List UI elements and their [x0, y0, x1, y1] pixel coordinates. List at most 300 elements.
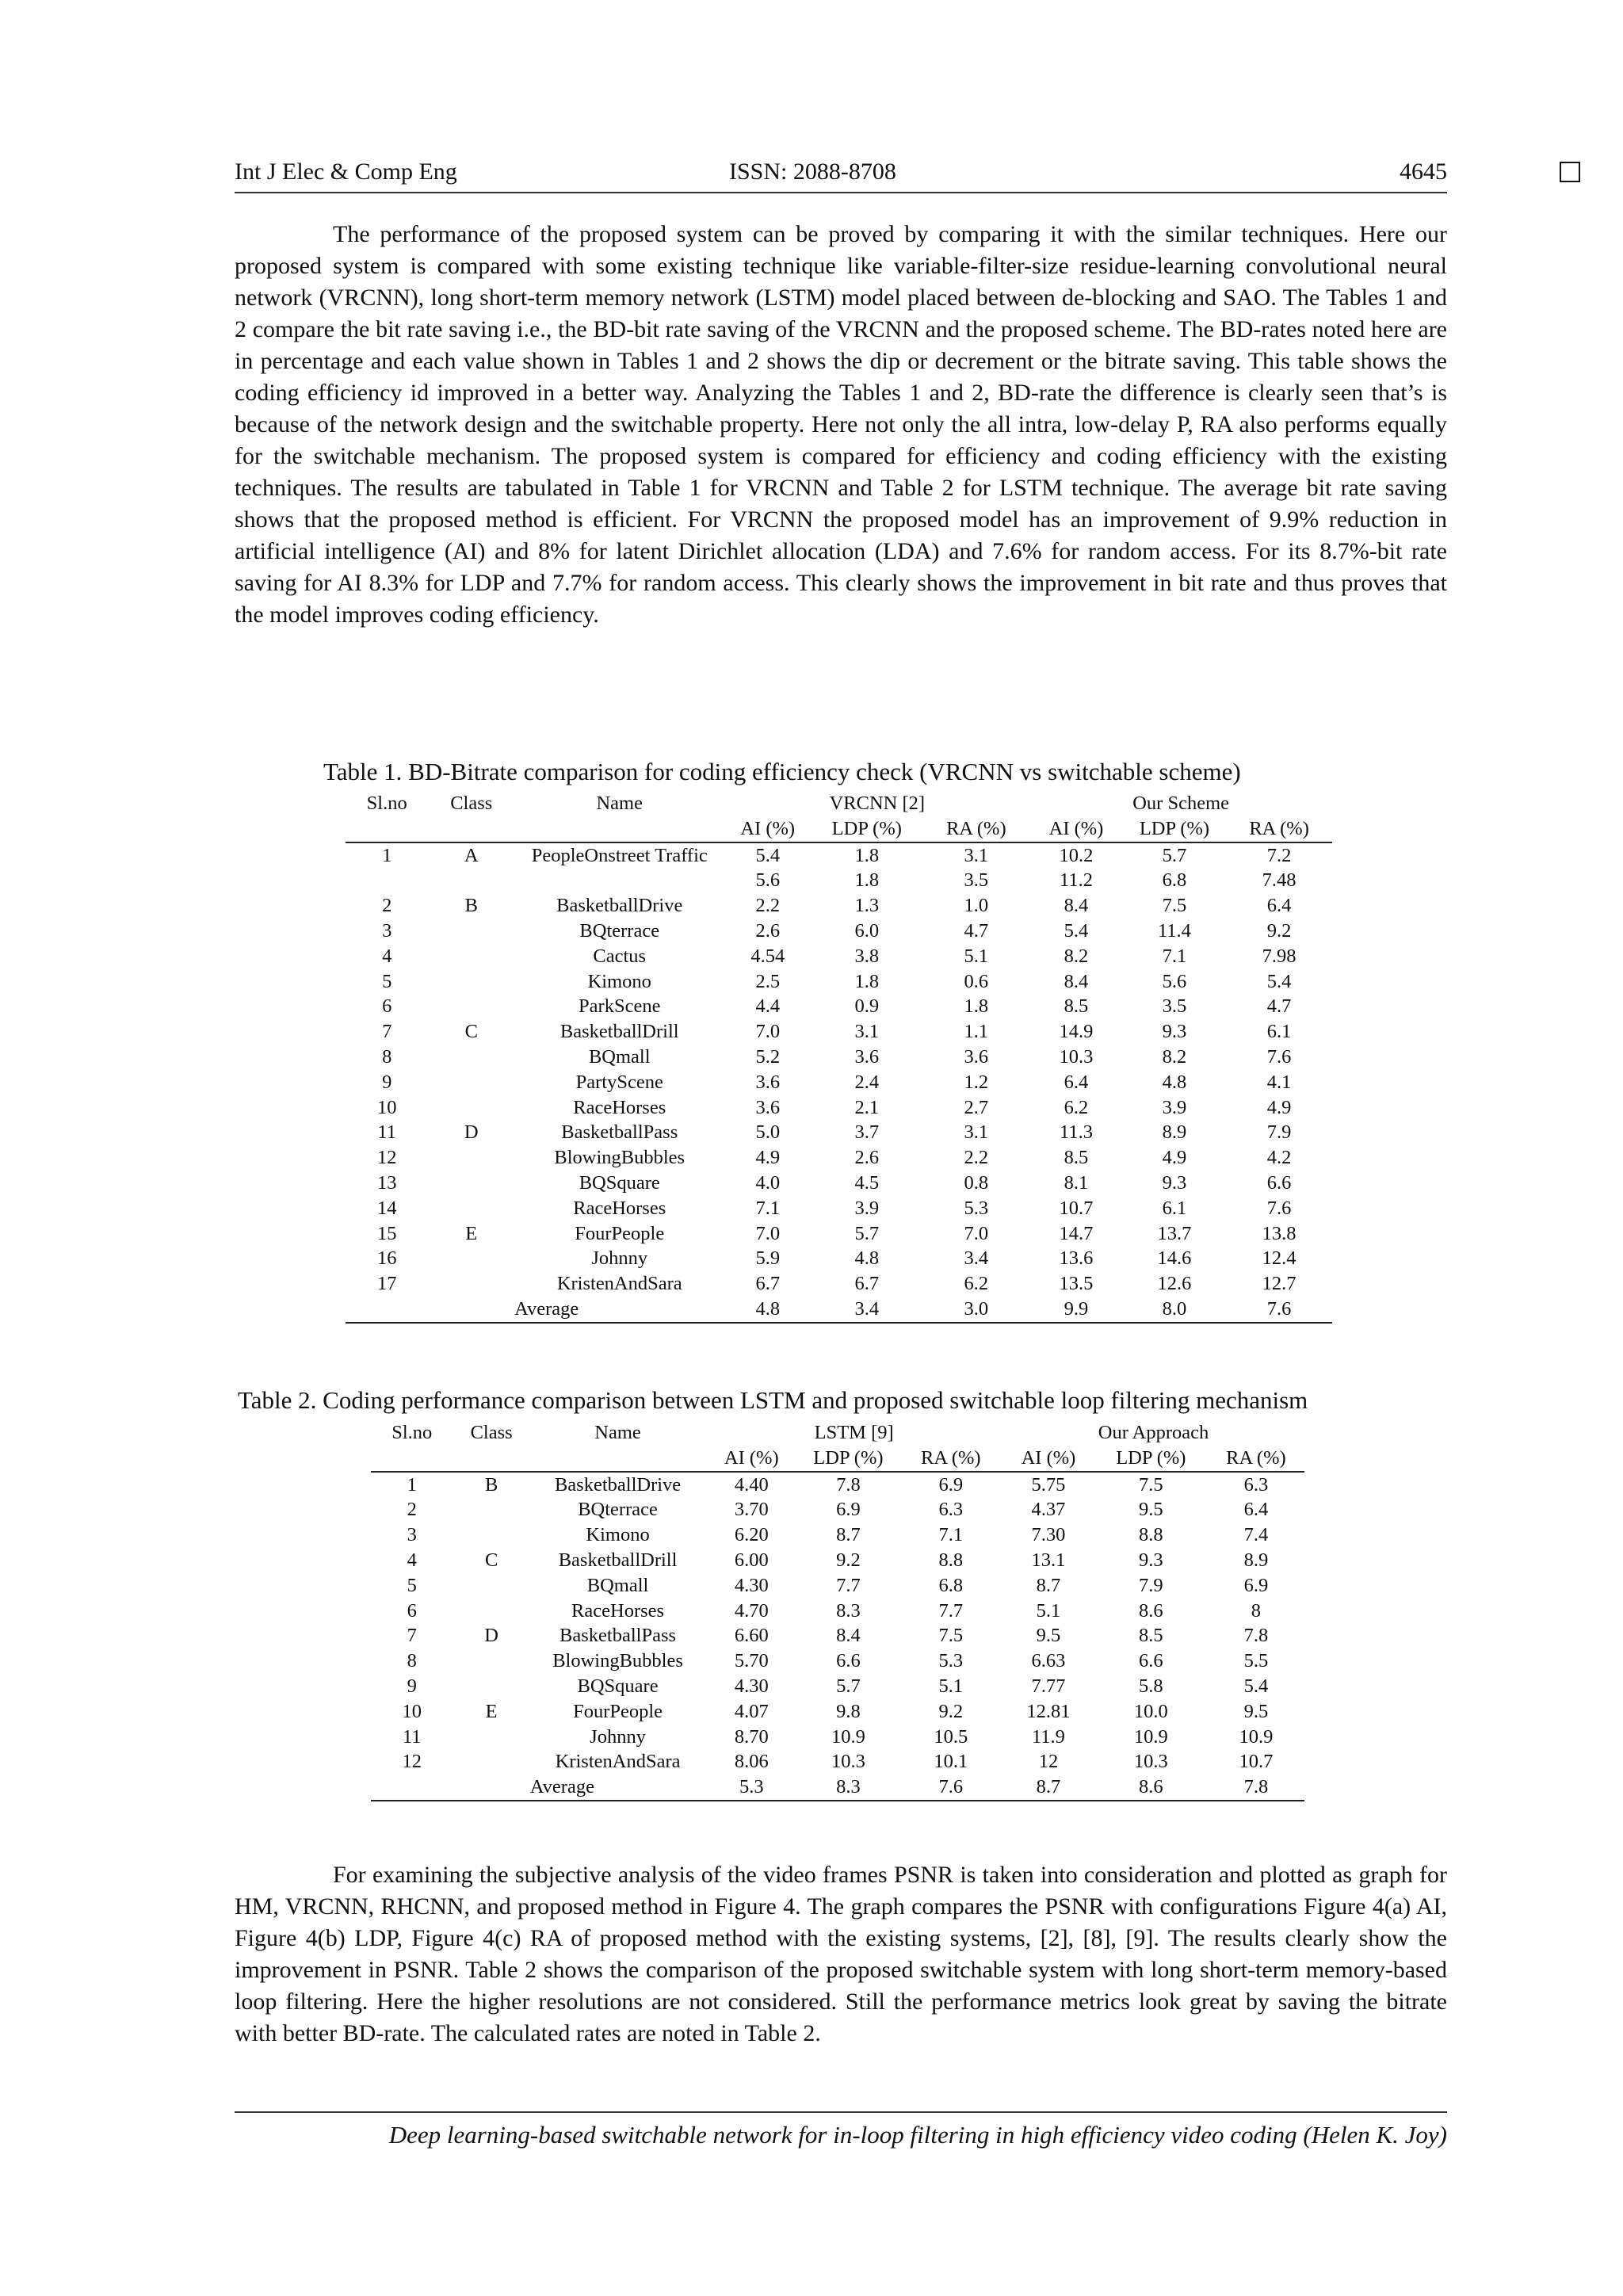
table-cell: 4.70	[734, 1599, 769, 1622]
table-cell: 8.7	[1036, 1574, 1061, 1596]
table-cell: 11	[377, 1121, 396, 1144]
table-row	[346, 1221, 1332, 1247]
table-cell: A	[464, 844, 479, 866]
table-cell: 13.1	[1031, 1549, 1066, 1571]
table-cell: 6.3	[938, 1499, 964, 1521]
header-class: Class	[470, 1422, 513, 1443]
table-row	[346, 1196, 1332, 1221]
table-cell: 10.0	[1133, 1700, 1168, 1722]
table-cell: 2.1	[854, 1096, 880, 1118]
table-cell: 3.1	[964, 1121, 989, 1144]
subheader: LDP (%)	[1094, 1446, 1208, 1472]
table-cell: 6.6	[836, 1650, 861, 1672]
table-cell: Kimono	[586, 1524, 650, 1546]
body-paragraph-1: The performance of the proposed system can be proved by comparing it with the similar techniques. Here our proposed system is compared with some existing technique like variable-filter-size residue-learning convolutional neural network (VRCNN), long short-term memory network (LSTM) model placed between de-blocking and SAO. The Tables 1 and 2 compare the bit rate saving i.e., the BD-bit rate saving of the VRCNN and the proposed scheme. The BD-rates noted here are in percentage and each value shown in Tables 1 and 2 shows the dip or decrement or the bitrate saving. This table shows the coding efficiency id improved in a better way. Analyzing the Tables 1 and 2, BD-rate the difference is clearly seen that’s is because of the network design and the switchable property. Here not only the all intra, low-delay P, RA also performs equally for the switchable mechanism. The proposed system is compared for efficiency and coding efficiency with the existing techniques. The results are tabulated in Table 1 for VRCNN and Table 2 for LSTM technique. The average bit rate saving shows that the proposed method is efficient. For VRCNN the proposed model has an improvement of 9.9% reduction in artificial intelligence (AI) and 8% for latent Dirichlet allocation (LDA) and 7.6% for random access. For its 8.7%-bit rate saving for AI 8.3% for LDP and 7.7% for random access. This clearly shows the improvement in bit rate and thus proves that the model improves coding efficiency.	[235, 221, 1447, 628]
average-label: Average	[530, 1775, 706, 1801]
table-cell: BasketballPass	[561, 1121, 678, 1144]
table-cell	[428, 1171, 514, 1196]
table-cell: 0.6	[964, 970, 989, 992]
table-cell	[428, 1196, 514, 1221]
table-cell: 4.9	[1266, 1096, 1292, 1118]
table-cell: 3.9	[854, 1197, 880, 1219]
table-cell: 5.5	[1243, 1650, 1269, 1672]
table-cell: 6.9	[836, 1499, 861, 1521]
table-cell: 4.30	[734, 1675, 769, 1697]
table-cell: 5.3	[964, 1197, 989, 1219]
table-cell: 12.6	[1157, 1273, 1192, 1295]
table-cell: 3.1	[964, 844, 989, 866]
table-cell: PartyScene	[575, 1071, 663, 1093]
table-row	[346, 1246, 1332, 1271]
table-cell: 7.5	[938, 1625, 964, 1647]
table-cell: 2	[382, 895, 392, 917]
table-cell: 6.8	[938, 1574, 964, 1596]
table-cell	[428, 1070, 514, 1095]
table-cell: 14	[376, 1197, 397, 1219]
table-cell	[453, 1599, 530, 1624]
table-cell: 7.0	[964, 1222, 989, 1244]
table-cell: FourPeople	[575, 1222, 665, 1244]
table-cell: 10.7	[1239, 1751, 1274, 1773]
table-row	[371, 1623, 1304, 1648]
table-cell: 7.6	[1226, 1297, 1332, 1323]
table-cell: 7.9	[1139, 1574, 1163, 1596]
table-cell: 8.0	[1123, 1297, 1226, 1323]
table-cell	[428, 1246, 514, 1271]
table-cell: 1.3	[854, 895, 880, 917]
body-paragraph-2: For examining the subjective analysis of the video frames PSNR is taken into consideration and plotted as graph for HM, VRCNN, RHCNN, and proposed method in Figure 4. The graph compares the PSNR with configurations Figure 4(a) AI, Figure 4(b) LDP, Figure 4(c) RA of proposed method with the existing systems, [2], [8], [9]. The results clearly show the improvement in PSNR. Table 2 shows the comparison of the proposed switchable system with long short-term memory-based loop filtering. Here the higher resolutions are not considered. Still the performance metrics look great by saving the bitrate with better BD-rate. The calculated rates are noted in Table 2.	[235, 1862, 1447, 2046]
table-cell: 7.77	[1031, 1675, 1066, 1697]
journal-name: Int J Elec & Comp Eng	[235, 159, 457, 185]
table-cell: 10.9	[1239, 1725, 1274, 1748]
table-cell	[428, 1045, 514, 1070]
table-cell: 8	[407, 1650, 417, 1672]
table-cell: 4.37	[1031, 1499, 1066, 1521]
subheader: RA (%)	[1208, 1446, 1304, 1472]
table-cell: 3.6	[755, 1096, 781, 1118]
table-cell: 0.8	[964, 1171, 989, 1194]
table-cell: 4.5	[854, 1171, 880, 1194]
table-cell	[428, 868, 514, 893]
table-cell: 5.1	[938, 1675, 964, 1697]
table-cell: 6.0	[854, 919, 880, 942]
table-cell: 3.5	[964, 869, 989, 892]
table-cell: 12	[402, 1751, 422, 1773]
table-cell: 1.0	[964, 895, 989, 917]
table-cell: 14.6	[1157, 1247, 1192, 1270]
table-cell: 3	[382, 919, 392, 942]
table-cell: 8.5	[1064, 995, 1089, 1018]
table-cell: 11	[402, 1725, 422, 1748]
table-cell: 1	[407, 1473, 417, 1496]
table-cell: 6.20	[734, 1524, 769, 1546]
table-cell: 9.5	[1139, 1499, 1163, 1521]
table-cell	[453, 1573, 530, 1599]
table-cell: 7.5	[1139, 1473, 1163, 1496]
table-cell: 8.6	[1094, 1775, 1208, 1801]
table-cell: Johnny	[591, 1247, 648, 1270]
table-cell: 10.3	[1133, 1751, 1168, 1773]
header-slno: Sl.no	[366, 793, 407, 814]
subheader: LDP (%)	[797, 1446, 899, 1472]
table-cell: BasketballPass	[559, 1625, 677, 1647]
table-cell: RaceHorses	[573, 1197, 666, 1219]
subheader: LDP (%)	[811, 816, 922, 842]
table-cell: 7.6	[899, 1775, 1002, 1801]
table-cell: 2.5	[755, 970, 781, 992]
table-cell: 5.7	[1162, 844, 1187, 866]
table-cell: 4.40	[734, 1473, 769, 1496]
table-cell: 2.2	[755, 895, 781, 917]
table-cell: 7.7	[836, 1574, 861, 1596]
table-cell: 7.8	[1208, 1775, 1304, 1801]
table-cell: 6	[407, 1599, 417, 1622]
table-row	[371, 1699, 1304, 1725]
table-cell: BlowingBubbles	[552, 1650, 683, 1672]
table-cell: 3.0	[922, 1297, 1029, 1323]
table-cell: C	[464, 1021, 478, 1043]
table-row	[346, 1145, 1332, 1171]
table-cell: 8.2	[1064, 945, 1089, 967]
table-cell: FourPeople	[573, 1700, 663, 1722]
table-cell: B	[464, 895, 478, 917]
table-cell: 9	[407, 1675, 417, 1697]
table-cell: 7.5	[1162, 895, 1187, 917]
table-cell: 5	[382, 970, 392, 992]
square-icon	[1560, 162, 1580, 182]
table-cell: KristenAndSara	[556, 1273, 682, 1295]
table-cell: 13.6	[1059, 1247, 1094, 1270]
table-cell: 2.7	[964, 1096, 989, 1118]
table-cell: 1.8	[854, 844, 880, 866]
table-cell: 17	[376, 1273, 397, 1295]
table-cell: 8	[1251, 1599, 1261, 1622]
table-cell: 8.7	[1002, 1775, 1094, 1801]
table-cell: 9.8	[836, 1700, 861, 1722]
header-group-lstm: LSTM [9]	[814, 1422, 894, 1443]
table-cell: 8.6	[1139, 1599, 1163, 1622]
table-cell: 8.2	[1162, 1045, 1187, 1068]
header-name: Name	[594, 1422, 641, 1443]
table-cell: 2.4	[854, 1071, 880, 1093]
table-cell: 9.5	[1243, 1700, 1269, 1722]
table-row	[346, 994, 1332, 1019]
table-cell: BQterrace	[579, 919, 660, 942]
table-cell: 3.6	[854, 1045, 880, 1068]
table-cell: 6.1	[1162, 1197, 1187, 1219]
table-row	[346, 1070, 1332, 1095]
table-cell	[514, 868, 724, 893]
subheader: AI (%)	[705, 1446, 797, 1472]
table-cell: 10.1	[934, 1751, 968, 1773]
table-cell: 7.8	[836, 1473, 861, 1496]
table-cell: 8.1	[1064, 1171, 1089, 1194]
table-cell: 7.48	[1262, 869, 1296, 892]
table-cell: BQmall	[586, 1574, 649, 1596]
table-cell: 4.8	[1162, 1071, 1187, 1093]
table1	[346, 791, 1332, 1324]
table-cell: 1.8	[854, 970, 880, 992]
table-cell: 3.1	[854, 1021, 880, 1043]
table-cell: BasketballDrill	[558, 1549, 678, 1571]
table-cell: 9.3	[1162, 1171, 1187, 1194]
table-cell: E	[465, 1222, 478, 1244]
header-class: Class	[450, 793, 493, 814]
table1-caption: Table 1. BD-Bitrate comparison for coding efficiency check (VRCNN vs switchable scheme)	[323, 758, 1241, 785]
table-row	[346, 919, 1332, 944]
table-cell: 8.9	[1243, 1549, 1269, 1571]
table-cell: 6.6	[1139, 1650, 1163, 1672]
table-cell: KristenAndSara	[555, 1751, 681, 1773]
table-cell: 12.4	[1262, 1247, 1296, 1270]
table-cell: 1.1	[964, 1021, 989, 1043]
table-cell: 5.3	[938, 1650, 964, 1672]
table-cell: 6.7	[755, 1273, 781, 1295]
table-cell: 4	[382, 945, 392, 967]
table-cell	[453, 1725, 530, 1750]
table-cell: 8.70	[734, 1725, 769, 1748]
table-cell: 7.6	[1266, 1197, 1292, 1219]
table-row	[371, 1472, 1304, 1498]
table-cell: 10.3	[831, 1751, 865, 1773]
table-cell	[453, 1749, 530, 1775]
table-cell: 2.6	[755, 919, 781, 942]
table-cell: Johnny	[590, 1725, 646, 1748]
table-cell: 1.8	[964, 995, 989, 1018]
subheader: LDP (%)	[1123, 816, 1226, 842]
table-cell: 14.9	[1059, 1021, 1094, 1043]
table-cell: 10.3	[1059, 1045, 1094, 1068]
table-row	[346, 1045, 1332, 1070]
table-cell: 5.4	[755, 844, 781, 866]
table-cell: 4.8	[724, 1297, 811, 1323]
table-cell: 4.07	[734, 1700, 769, 1722]
table-cell	[428, 994, 514, 1019]
table-cell: 4.1	[1266, 1071, 1292, 1093]
table-cell: 8.4	[1064, 895, 1089, 917]
table-cell: BasketballDrive	[554, 1473, 682, 1496]
table-cell: 9.2	[938, 1700, 964, 1722]
table-cell: 9.5	[1036, 1625, 1061, 1647]
table-cell: 8.3	[797, 1775, 899, 1801]
header-name: Name	[596, 793, 643, 814]
table-cell: 16	[376, 1247, 397, 1270]
table-cell: 6.00	[734, 1549, 769, 1571]
table-cell: BQmall	[588, 1045, 651, 1068]
table-cell: 7	[382, 1021, 392, 1043]
table-cell: 13.8	[1262, 1222, 1296, 1244]
table-cell: 5.4	[1243, 1675, 1269, 1697]
table-cell: BasketballDrive	[556, 895, 683, 917]
table-cell: 10.2	[1059, 844, 1094, 866]
table-cell: Cactus	[593, 945, 647, 967]
table-row	[371, 1749, 1304, 1775]
table-cell: 10.9	[831, 1725, 865, 1748]
table-cell: 8.5	[1064, 1147, 1089, 1169]
table-cell: PeopleOnstreet Traffic	[531, 844, 708, 866]
table-cell: 11.3	[1060, 1121, 1093, 1144]
table-cell: 10.5	[934, 1725, 968, 1748]
table-cell: 7.7	[938, 1599, 964, 1622]
table-cell: Kimono	[587, 970, 651, 992]
subheader: AI (%)	[1002, 1446, 1094, 1472]
table-cell: 6.2	[1064, 1096, 1089, 1118]
table-cell: BlowingBubbles	[554, 1147, 685, 1169]
table-cell: 5.3	[705, 1775, 797, 1801]
table-row	[371, 1522, 1304, 1548]
page-number: 4645	[1400, 159, 1447, 185]
table-row	[346, 1095, 1332, 1121]
average-label: Average	[514, 1297, 724, 1323]
table-cell: 5	[407, 1574, 417, 1596]
table-row	[371, 1548, 1304, 1573]
table-cell: 2.6	[854, 1147, 880, 1169]
table-cell: 6.4	[1266, 895, 1292, 917]
table-cell: 6.7	[854, 1273, 880, 1295]
table-cell: 7.2	[1266, 844, 1292, 866]
table-cell: 7.0	[755, 1021, 781, 1043]
table-cell: 5.70	[734, 1650, 769, 1672]
table-cell: 7.4	[1243, 1524, 1269, 1546]
table-cell: 3.70	[734, 1499, 769, 1521]
table-cell: 5.1	[964, 945, 989, 967]
table-row	[346, 1171, 1332, 1196]
table-cell: 7.1	[1162, 945, 1187, 967]
table-cell: BQterrace	[578, 1499, 658, 1521]
table-cell: 9.9	[1029, 1297, 1122, 1323]
table-cell: 2.2	[964, 1147, 989, 1169]
table-cell: 1.2	[964, 1071, 989, 1093]
table-cell: 7.0	[755, 1222, 781, 1244]
table-cell: 15	[376, 1222, 397, 1244]
table-cell: 9.2	[1266, 919, 1292, 942]
table-cell: 3.5	[1162, 995, 1187, 1018]
table-cell: 1	[382, 844, 392, 866]
table-cell: 6.8	[1162, 869, 1187, 892]
subheader: AI (%)	[1029, 816, 1122, 842]
table-row	[371, 1497, 1304, 1522]
table-cell: 10	[376, 1096, 397, 1118]
table-cell: 8.8	[1139, 1524, 1163, 1546]
table-cell: 4.30	[734, 1574, 769, 1596]
table-cell: 7.1	[755, 1197, 781, 1219]
table-cell: 8.9	[1162, 1121, 1187, 1144]
table-cell: 8.8	[938, 1549, 964, 1571]
table-cell: 4.0	[755, 1171, 781, 1194]
table-row	[346, 893, 1332, 919]
table-cell	[428, 1095, 514, 1121]
table-cell	[428, 1145, 514, 1171]
table-cell: 7	[407, 1625, 417, 1647]
table-cell: 4.8	[854, 1247, 880, 1270]
table-cell: 3.7	[854, 1121, 880, 1144]
table-cell: 3.6	[755, 1071, 781, 1093]
table-row	[346, 969, 1332, 995]
table-cell: 5.7	[836, 1675, 861, 1697]
table-cell: 3.4	[964, 1247, 989, 1270]
table-cell: 2	[407, 1499, 417, 1521]
table-cell	[453, 1522, 530, 1548]
table-cell: D	[484, 1625, 498, 1647]
header-slno: Sl.no	[391, 1422, 433, 1443]
table-cell: 5.6	[755, 869, 781, 892]
table-cell: 8.06	[734, 1751, 769, 1773]
table-cell: D	[464, 1121, 479, 1144]
table-cell: 3.6	[964, 1045, 989, 1068]
subheader: RA (%)	[922, 816, 1029, 842]
table-cell: 8.3	[836, 1599, 861, 1622]
header-group-vrcnn: VRCNN [2]	[829, 793, 926, 814]
table-cell: ParkScene	[579, 995, 661, 1018]
table-cell: 1.8	[854, 869, 880, 892]
table-cell: 5.2	[755, 1045, 781, 1068]
table-row	[371, 1725, 1304, 1750]
table-row-average	[371, 1775, 1304, 1801]
table-cell: 6.63	[1031, 1650, 1066, 1672]
table-cell: 5.75	[1031, 1473, 1066, 1496]
header-group-our-scheme: Our Scheme	[1132, 793, 1230, 814]
subheader: AI (%)	[724, 816, 811, 842]
table-cell: 7.1	[938, 1524, 964, 1546]
table-cell: 4	[407, 1549, 417, 1571]
table-cell: 7.98	[1262, 945, 1296, 967]
table-cell: 13	[376, 1171, 397, 1194]
table-cell: BasketballDrill	[559, 1021, 679, 1043]
table-cell: 6.4	[1064, 1071, 1089, 1093]
table-cell: 12.7	[1262, 1273, 1296, 1295]
footer-rule	[235, 2111, 1447, 2113]
table-cell: C	[484, 1549, 498, 1571]
table-cell: 10.9	[1133, 1725, 1168, 1748]
table-cell	[428, 919, 514, 944]
table-cell: 12	[1038, 1751, 1059, 1773]
table-row	[346, 868, 1332, 893]
running-header	[235, 155, 1447, 193]
table-cell: 4.9	[1162, 1147, 1187, 1169]
table-cell: RaceHorses	[571, 1599, 665, 1622]
table-cell: 5.6	[1162, 970, 1187, 992]
table-cell: 13.5	[1059, 1273, 1094, 1295]
table-row	[346, 1120, 1332, 1145]
table-cell: 11.2	[1060, 869, 1093, 892]
subheader: RA (%)	[899, 1446, 1002, 1472]
table-cell: 3	[407, 1524, 417, 1546]
table-cell: 4.7	[1266, 995, 1292, 1018]
table-cell	[346, 868, 428, 893]
table-cell	[428, 1271, 514, 1297]
table-cell: 6.6	[1266, 1171, 1292, 1194]
table-row	[346, 1271, 1332, 1297]
table-row-average	[346, 1297, 1332, 1323]
table-cell: 5.4	[1266, 970, 1292, 992]
table-cell: 8.5	[1139, 1625, 1163, 1647]
table-cell: 13.7	[1157, 1222, 1192, 1244]
table-cell: 0.9	[854, 995, 880, 1018]
table-cell: 4.9	[755, 1147, 781, 1169]
table-cell: 4.54	[750, 945, 785, 967]
table-cell: 7.30	[1031, 1524, 1066, 1546]
table-cell	[428, 944, 514, 969]
table-cell: 4.4	[755, 995, 781, 1018]
table-row	[346, 842, 1332, 869]
table-cell: RaceHorses	[573, 1096, 666, 1118]
table-cell: 10.7	[1059, 1197, 1094, 1219]
table-cell: 6.2	[964, 1273, 989, 1295]
table-cell: 6	[382, 995, 392, 1018]
table-cell: 5.7	[854, 1222, 880, 1244]
table-cell: 4.2	[1266, 1147, 1292, 1169]
table-cell: BQSquare	[579, 1171, 660, 1194]
